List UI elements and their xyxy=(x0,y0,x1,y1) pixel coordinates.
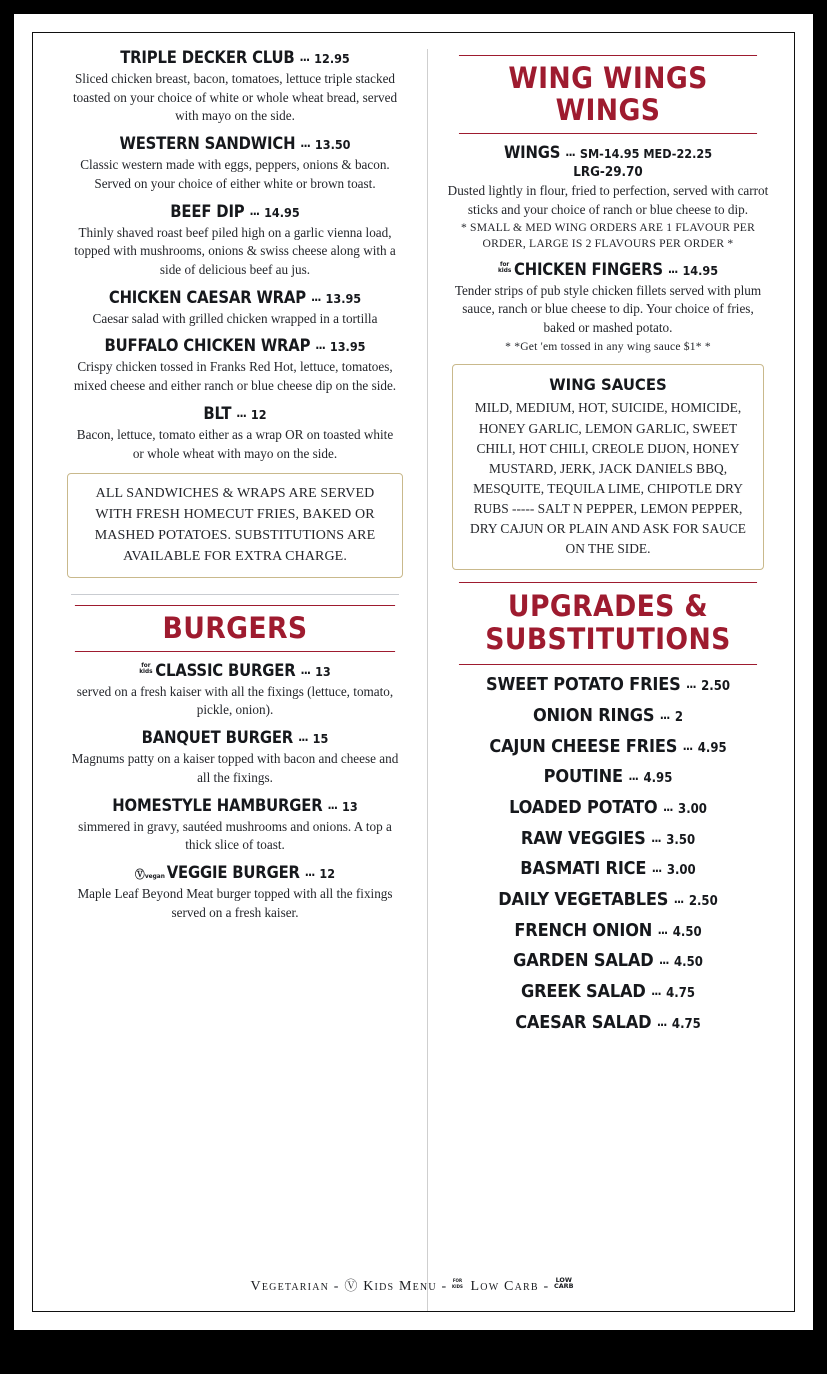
dots-leader: ... xyxy=(659,707,670,722)
sandwich-note-text: ALL SANDWICHES & WRAPS ARE SERVED WITH FRESH HOMECUT FRIES, BAKED OR MASHED POTATOES. SUBSTITUTIONS ARE AVAILABLE FOR EXTRA CHARGE. xyxy=(94,486,376,564)
chicken-fingers-note: * *Get 'em tossed in any wing sauce $1* * xyxy=(505,339,711,353)
upgrade-item xyxy=(446,890,770,911)
item-title: SWEET POTATO FRIES ... 2.50 xyxy=(485,674,731,696)
upgrade-item xyxy=(446,921,770,942)
menu-item xyxy=(61,203,409,280)
upgrades-heading-line1: UPGRADES & xyxy=(507,589,709,624)
menu-item xyxy=(61,662,409,720)
kids-menu-icon: for kids xyxy=(139,660,153,675)
item-title: for kids CHICKEN FINGERS ... 14.95 xyxy=(497,259,719,279)
item-price: 2 xyxy=(674,709,684,725)
item-description: simmered in gravy, sautéed mushrooms and onions. A top a thick slice of toast. xyxy=(78,818,392,853)
kids-menu-icon: for kids xyxy=(452,1276,463,1290)
dots-leader: ... xyxy=(299,50,310,64)
item-title: GARDEN SALAD ... 4.50 xyxy=(513,950,703,972)
wings-column xyxy=(428,49,776,1311)
item-price: 13.50 xyxy=(314,137,351,153)
item-title: BEEF DIP ... 14.95 xyxy=(170,201,300,221)
vegan-icon: Ⓥvegan xyxy=(134,868,165,882)
item-title: Ⓥvegan VEGGIE BURGER ... 12 xyxy=(134,863,336,883)
dots-leader: ... xyxy=(662,800,673,815)
item-title: HOMESTYLE HAMBURGER ... 13 xyxy=(112,795,358,815)
item-title: for kids CLASSIC BURGER ... 13 xyxy=(139,660,331,680)
item-description: Bacon, lettuce, tomato either as a wrap OR on toasted white or whole wheat with mayo on the side. xyxy=(76,426,394,461)
upgrade-item xyxy=(446,859,770,880)
dots-leader: ... xyxy=(667,261,678,276)
item-title: ONION RINGS ... 2 xyxy=(532,704,684,726)
item-price: 4.75 xyxy=(671,1016,701,1032)
item-price: 3.00 xyxy=(678,802,707,818)
dots-leader: ... xyxy=(658,953,669,968)
wing-sauces-title: WING SAUCES xyxy=(549,375,667,395)
item-price: 3.00 xyxy=(666,863,696,879)
dots-leader: ... xyxy=(673,892,684,907)
dots-leader: ... xyxy=(682,738,693,753)
item-price: 13.95 xyxy=(329,339,366,355)
item-description: Tender strips of pub style chicken fillets served with plum sauce, ranch or blue cheese to dip. Your choice of fries, baked or mashed potato. xyxy=(454,282,762,336)
wings-heading: WING WINGS WINGS xyxy=(459,55,757,134)
item-title: BANQUET BURGER ... 15 xyxy=(141,728,329,748)
upgrade-item xyxy=(446,675,770,696)
dots-leader: ... xyxy=(236,405,246,420)
dots-leader: ... xyxy=(565,144,575,159)
menu-item xyxy=(61,405,409,463)
burgers-heading: BURGERS xyxy=(75,605,395,651)
dots-leader: ... xyxy=(686,677,696,692)
dots-leader: ... xyxy=(657,922,668,937)
upgrade-item xyxy=(446,706,770,727)
vegetarian-icon: Ⓥ xyxy=(344,1278,359,1293)
menu-border xyxy=(32,32,795,1312)
item-price: 4.95 xyxy=(697,740,727,756)
dots-leader: ... xyxy=(300,662,311,677)
kids-menu-icon: for kids xyxy=(497,259,512,274)
item-description: Thinly shaved roast beef piled high on a garlic vienna load, topped with mushrooms, onions & swiss cheese along with a side of delicious beef au jus. xyxy=(74,224,396,278)
item-price: 2.50 xyxy=(688,894,718,910)
dots-leader: ... xyxy=(304,865,315,880)
item-title: BASMATI RICE ... 3.00 xyxy=(520,858,696,880)
dots-leader: ... xyxy=(327,797,338,812)
item-title: FRENCH ONION ... 4.50 xyxy=(514,919,702,941)
sandwich-note-box xyxy=(67,473,403,578)
item-title: GREEK SALAD ... 4.75 xyxy=(520,981,696,1003)
item-price: 13 xyxy=(342,798,358,814)
item-description: served on a fresh kaiser with all the fixings (lettuce, tomato, pickle, onion). xyxy=(76,683,394,718)
menu-page xyxy=(14,14,813,1330)
dots-leader: ... xyxy=(310,289,321,304)
menu-legend xyxy=(33,1275,794,1295)
item-title: LOADED POTATO ... 3.00 xyxy=(509,797,707,819)
dots-leader: ... xyxy=(651,830,661,845)
legend-lowcarb-label: Low Carb - xyxy=(470,1279,550,1294)
item-price: 13 xyxy=(315,663,331,679)
item-title: BLT ... 12 xyxy=(203,403,267,423)
item-price: 15 xyxy=(312,731,329,747)
item-description: Magnums patty on a kaiser topped with bacon and cheese and all the fixings. xyxy=(71,751,399,785)
upgrades-heading xyxy=(459,582,757,665)
upgrade-item xyxy=(446,1013,770,1034)
item-description: Crispy chicken tossed in Franks Red Hot, lettuce, tomatoes, mixed cheese and either ranch or blue cheese dip on the side. xyxy=(73,359,397,394)
item-title: RAW VEGGIES ... 3.50 xyxy=(520,827,696,849)
menu-item xyxy=(61,337,409,395)
dots-leader: ... xyxy=(651,984,661,999)
item-price: 12 xyxy=(319,866,336,882)
item-title: DAILY VEGETABLES ... 2.50 xyxy=(498,889,718,911)
upgrade-item xyxy=(446,951,770,972)
wings-large-price: LRG-29.70 xyxy=(573,164,643,180)
dots-leader: ... xyxy=(656,1014,667,1029)
item-title: POUTINE ... 4.95 xyxy=(543,766,673,788)
menu-item xyxy=(61,864,409,922)
menu-item xyxy=(446,261,770,355)
section-divider xyxy=(71,594,399,595)
item-description: Maple Leaf Beyond Meat burger topped with all the fixings served on a fresh kaiser. xyxy=(77,885,393,920)
low-carb-icon: LOW CARB xyxy=(554,1276,574,1290)
menu-item xyxy=(61,729,409,787)
legend-kids-label: Kids Menu - xyxy=(363,1279,448,1294)
menu-item xyxy=(61,797,409,855)
item-price: 2.50 xyxy=(701,679,731,695)
dots-leader: ... xyxy=(300,136,310,151)
item-price: 12.95 xyxy=(314,51,350,66)
dots-leader: ... xyxy=(298,730,308,745)
item-price: 12 xyxy=(250,406,267,422)
sandwiches-column xyxy=(51,49,428,1311)
upgrade-item xyxy=(446,982,770,1003)
item-title: BUFFALO CHICKEN WRAP ... 13.95 xyxy=(104,336,366,356)
menu-item xyxy=(61,135,409,193)
menu-item xyxy=(446,144,770,252)
legend-vegetarian-label: Vegetarian - xyxy=(250,1279,340,1294)
item-title: CHICKEN CAESAR WRAP ... 13.95 xyxy=(108,287,362,307)
item-description: Classic western made with eggs, peppers, onions & bacon. Served on your choice of either white or brown toast. xyxy=(80,157,390,191)
dots-leader: ... xyxy=(628,769,638,784)
item-title: TRIPLE DECKER CLUB ... 12.95 xyxy=(120,48,350,67)
item-description: Dusted lightly in flour, fried to perfection, served with carrot sticks and your choice of ranch or blue cheese to dip. xyxy=(447,182,769,217)
item-title: WESTERN SANDWICH ... 13.50 xyxy=(119,134,351,154)
upgrades-heading-line2: SUBSTITUTIONS xyxy=(485,621,731,656)
item-title: CAESAR SALAD ... 4.75 xyxy=(515,1011,701,1033)
item-title: WINGS ... SM-14.95 MED-22.25 xyxy=(503,142,713,162)
item-price: 4.50 xyxy=(672,924,702,940)
item-price: 3.50 xyxy=(666,832,696,848)
dots-leader: ... xyxy=(651,861,662,876)
item-price: 14.95 xyxy=(682,262,719,278)
wing-sauces-text: MILD, MEDIUM, HOT, SUICIDE, HOMICIDE, HONEY GARLIC, LEMON GARLIC, SWEET CHILI, HOT CHILI, CREOLE DIJON, HONEY MUSTARD, JERK, JACK DANIELS BBQ, MESQUITE, TEQUILA LIME, CHIPOTLE DRY RUBS ----- SALT N PEPPER, LEMON PEPPER, DRY CAJUN OR PLAIN AND ASK FOR SAUCE ON THE SIDE. xyxy=(470,400,746,557)
item-title: CAJUN CHEESE FRIES ... 4.95 xyxy=(489,735,727,757)
menu-columns xyxy=(33,33,794,1311)
upgrade-item xyxy=(446,798,770,819)
item-description: Caesar salad with grilled chicken wrapped in a tortilla xyxy=(92,310,378,326)
item-price: 4.50 xyxy=(674,955,703,971)
dots-leader: ... xyxy=(315,338,325,353)
upgrade-item xyxy=(446,767,770,788)
item-price: 13.95 xyxy=(325,290,362,306)
wings-note: * SMALL & MED WING ORDERS ARE 1 FLAVOUR PER ORDER, LARGE IS 2 FLAVOURS PER ORDER * xyxy=(460,221,756,251)
wing-sauces-box xyxy=(452,364,764,570)
item-price: 4.95 xyxy=(643,771,673,787)
menu-item xyxy=(61,289,409,329)
upgrade-item xyxy=(446,829,770,850)
item-price: SM-14.95 MED-22.25 xyxy=(579,145,713,161)
menu-item xyxy=(61,49,409,126)
item-description: Sliced chicken breast, bacon, tomatoes, lettuce triple stacked toasted on your choice of white or whole wheat bread, served with mayo on the side. xyxy=(72,70,398,124)
upgrade-item xyxy=(446,737,770,758)
item-price: 14.95 xyxy=(264,204,300,220)
item-price: 4.75 xyxy=(666,986,696,1002)
dots-leader: ... xyxy=(249,203,260,218)
